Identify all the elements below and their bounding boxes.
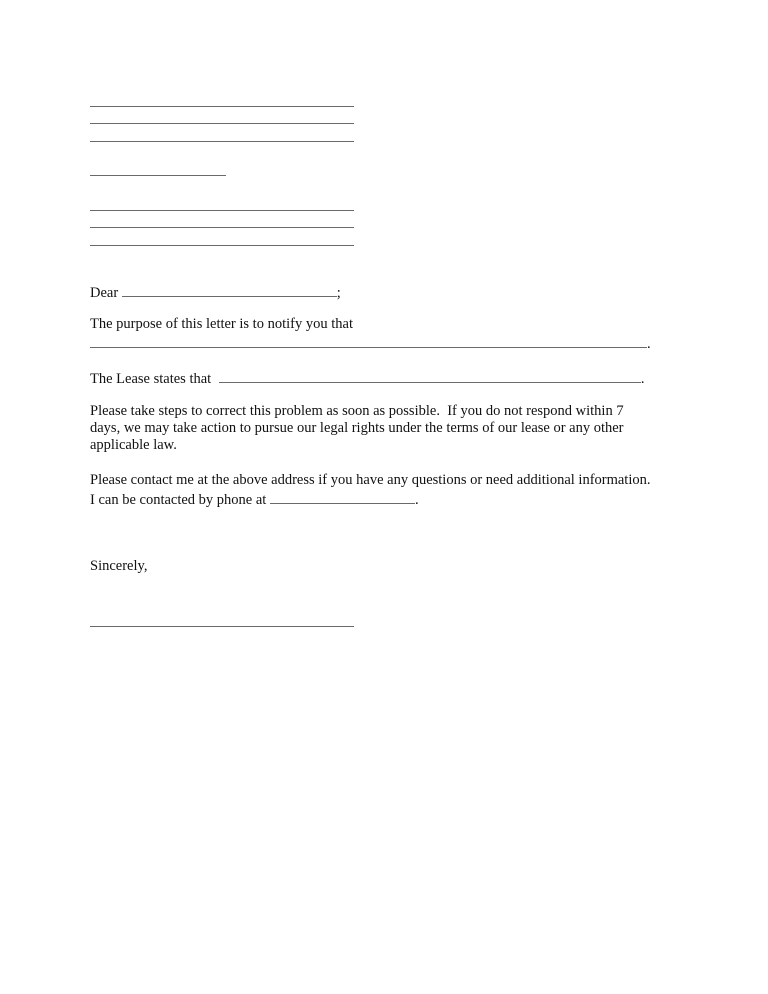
phone-end: .	[414, 492, 419, 508]
recipient-address-line-3[interactable]	[90, 245, 354, 246]
purpose-blank[interactable]	[90, 333, 647, 348]
lease-blank[interactable]	[219, 368, 641, 383]
purpose-fill-row	[90, 333, 651, 353]
steps-line-1: Please take steps to correct this problem as soon as possible. If you do not respond within 7	[90, 403, 624, 419]
sender-address-line-2[interactable]	[90, 123, 354, 124]
contact-line-1: Please contact me at the above address if you have any questions or need additional information.	[90, 472, 651, 488]
salutation-suffix: ;	[336, 285, 341, 301]
contact-line-2	[90, 489, 419, 509]
lease-end: .	[640, 371, 645, 387]
purpose-end: .	[647, 336, 651, 352]
steps-line-3: applicable law.	[90, 437, 177, 453]
sender-address-line-1[interactable]	[90, 106, 354, 107]
purpose-label: The purpose of this letter is to notify you that	[90, 316, 353, 332]
recipient-address-line-1[interactable]	[90, 210, 354, 211]
lease-label: The Lease states that	[90, 371, 212, 387]
date-line[interactable]	[90, 175, 226, 176]
phone-label: I can be contacted by phone at	[90, 492, 267, 508]
recipient-address-line-2[interactable]	[90, 227, 354, 228]
signature-line[interactable]	[90, 626, 354, 627]
closing: Sincerely,	[90, 558, 148, 574]
salutation-prefix: Dear	[90, 285, 119, 301]
steps-line-2: days, we may take action to pursue our legal rights under the terms of our lease or any other	[90, 420, 624, 436]
sender-address-line-3[interactable]	[90, 141, 354, 142]
purpose-text	[90, 316, 353, 333]
lease-statement	[90, 368, 644, 388]
phone-blank[interactable]	[270, 489, 415, 504]
salutation	[90, 282, 341, 302]
recipient-name-blank[interactable]	[122, 282, 337, 297]
